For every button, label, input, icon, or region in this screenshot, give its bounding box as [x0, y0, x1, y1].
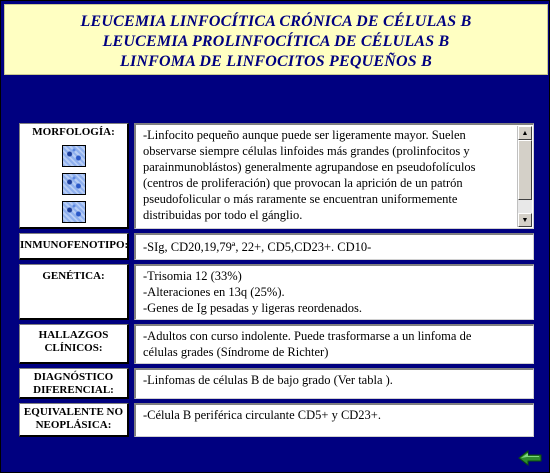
text-line: -Adultos con curso indolente. Puede trasformarse a un linfoma de: [143, 329, 472, 343]
morphology-image-3[interactable]: [62, 201, 86, 223]
value-genetica: [134, 264, 534, 320]
scroll-up-arrow-icon[interactable]: ▲: [518, 126, 532, 140]
vertical-scrollbar[interactable]: [517, 126, 532, 227]
morphology-image-1[interactable]: [62, 145, 86, 167]
text-line: células grades (Síndrome de Richter): [143, 345, 329, 359]
value-diagnostico: -Linfomas de células B de bajo grado (Ver tabla ).: [134, 368, 534, 399]
row-diagnostico: [19, 368, 534, 399]
text-line: parainmunoblástos) generalmente agrupandose en pseudofolículos: [143, 160, 476, 174]
title-banner: [4, 4, 548, 75]
value-hallazgos: [134, 324, 534, 364]
row-morfologia: [19, 123, 534, 229]
text-line: (centros de proliferación) que provocan la aprición de un patrón: [143, 176, 463, 190]
label-diagnostico: DIAGNÓSTICO DIFERENCIAL:: [19, 368, 129, 399]
label-hallazgos: HALLAZGOS CLÍNICOS:: [19, 324, 129, 364]
text-line: -Alteraciones en 13q (25%).: [143, 285, 285, 299]
row-hallazgos: [19, 324, 534, 364]
text-line: observarse siempre células linfoides más grandes (prolinfocitos y: [143, 144, 470, 158]
title-line-3: LINFOMA DE LINFOCITOS PEQUEÑOS B: [120, 53, 432, 70]
label-equivalente: EQUIVALENTE NO NEOPLÁSICA:: [19, 403, 129, 437]
text-line: pseudofolicular o más raramente se encuentran uniformemente: [143, 192, 458, 206]
scrollbar-thumb[interactable]: [518, 140, 532, 200]
value-morfologia[interactable]: [134, 123, 534, 229]
row-genetica: [19, 264, 534, 320]
label-morfologia: MORFOLOGÍA:: [19, 123, 129, 229]
text-line: -Trisomia 12 (33%): [143, 269, 242, 283]
morphology-thumbnails: [20, 145, 127, 223]
text-line: -Genes de Ig pesadas y ligeras reordenados.: [143, 301, 363, 315]
row-inmunofenotipo: [19, 233, 534, 260]
text-line: -Linfocito pequeño aunque puede ser ligeramente mayor. Suelen: [143, 128, 466, 142]
value-inmunofenotipo: -SIg, CD20,19,79ª, 22+, CD5,CD23+. CD10-: [134, 233, 534, 260]
value-equivalente: -Célula B periférica circulante CD5+ y CD23+.: [134, 403, 534, 437]
back-arrow-icon[interactable]: [518, 450, 542, 466]
text-line: distribuidas por todo el gánglio.: [143, 208, 303, 222]
title-line-2: LEUCEMIA PROLINFOCÍTICA DE CÉLULAS B: [102, 33, 450, 50]
morphology-image-2[interactable]: [62, 173, 86, 195]
label-inmunofenotipo: INMUNOFENOTIPO:: [19, 233, 129, 260]
row-equivalente: [19, 403, 534, 437]
label-genetica: GENÉTICA:: [19, 264, 129, 320]
title-line-1: LEUCEMIA LINFOCÍTICA CRÓNICA DE CÉLULAS B: [80, 13, 472, 30]
scroll-down-arrow-icon[interactable]: ▼: [518, 213, 532, 227]
